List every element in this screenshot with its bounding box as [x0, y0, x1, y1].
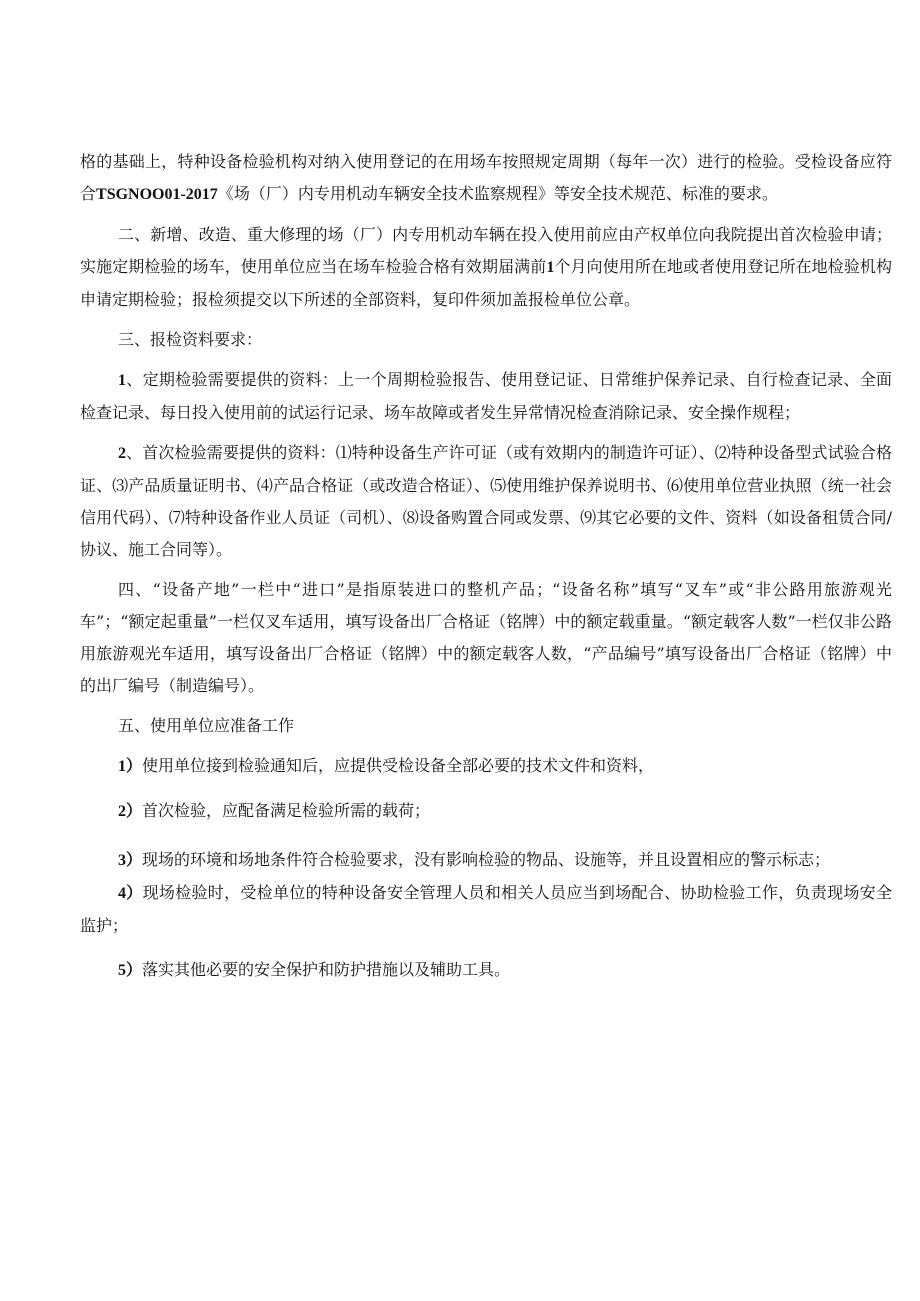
item-number: 1 [118, 372, 126, 389]
regulation-code: TSGNOO01-2017 [96, 186, 218, 203]
list-item-4: 4）现场检验时，受检单位的特种设备安全管理人员和相关人员应当到场配合、协助检验工作，负责现场安全监护； [80, 883, 892, 935]
item-number: 1） [118, 758, 143, 775]
heading-section-5: 五、使用单位应准备工作 [118, 716, 295, 735]
item-number: 2） [118, 803, 143, 820]
heading-section-3: 三、报检资料要求： [118, 330, 263, 349]
paragraph-initial-materials: 2、首次检验需要提供的资料：⑴特种设备生产许可证（或有效期内的制造许可证）、⑵特种设备型式试验合格证、⑶产品质量证明书、⑷产品合格证（或改造合格证）、⑸使用维护保养说明书、⑹使用单位营业执照（统一社会信用代码）、⑺特种设备作业人员证（司机）、⑻设备购置合同或发票、⑼其它必要的文件、资料（如设备租赁合同/协议、施工合同等）。 [80, 443, 892, 559]
list-item-1: 1）使用单位接到检验通知后，应提供受检设备全部必要的技术文件和资料， [118, 756, 655, 775]
paragraph-section-2: 二、新增、改造、重大修理的场（厂）内专用机动车辆在投入使用前应由产权单位向我院提出首次检验申请；实施定期检验的场车，使用单位应当在场车检验合格有效期届满前1个月向使用所在地或者使用登记所在地检验机构申请定期检验；报检须提交以下所述的全部资料，复印件须加盖报检单位公章。 [80, 225, 892, 309]
list-item-5: 5）落实其他必要的安全保护和防护措施以及辅助工具。 [118, 960, 511, 979]
paragraph-periodic-materials: 1、定期检验需要提供的资料：上一个周期检验报告、使用登记证、日常维护保养记录、自行检查记录、全面检查记录、每日投入使用前的试运行记录、场车故障或者发生异常情况检查消除记录、安全操作规程； [80, 370, 892, 422]
item-number: 4） [118, 885, 143, 902]
paragraph-section-4: 四、“设备产地”一栏中“进口”是指原装进口的整机产品；“设备名称”填写“叉车”或“非公路用旅游观光车”；“额定起重量”一栏仅叉车适用，填写设备出厂合格证（铭牌）中的额定载重量。“额定载客人数”一栏仅非公路用旅游观光车适用，填写设备出厂合格证（铭牌）中的额定载客人数，“产品编号”填写设备出厂合格证（铭牌）中的出厂编号（制造编号）。 [80, 580, 892, 695]
list-item-3: 3）现场的环境和场地条件符合检验要求，没有影响检验的物品、设施等，并且设置相应的警示标志； [118, 850, 831, 869]
list-item-2: 2）首次检验，应配备满足检验所需的载荷； [118, 801, 431, 820]
paragraph-inspection-basis: 格的基础上，特种设备检验机构对纳入使用登记的在用场车按照规定周期（每年一次）进行的检验。受检设备应符合TSGNOO01-2017《场（厂）内专用机动车辆安全技术监察规程》等安全技术规范、标准的要求。 [80, 152, 892, 203]
document-body [80, 146, 892, 987]
item-number: 5） [118, 962, 143, 979]
month-count: 1 [546, 259, 555, 276]
item-number: 2 [118, 445, 126, 462]
item-number: 3） [118, 852, 143, 869]
